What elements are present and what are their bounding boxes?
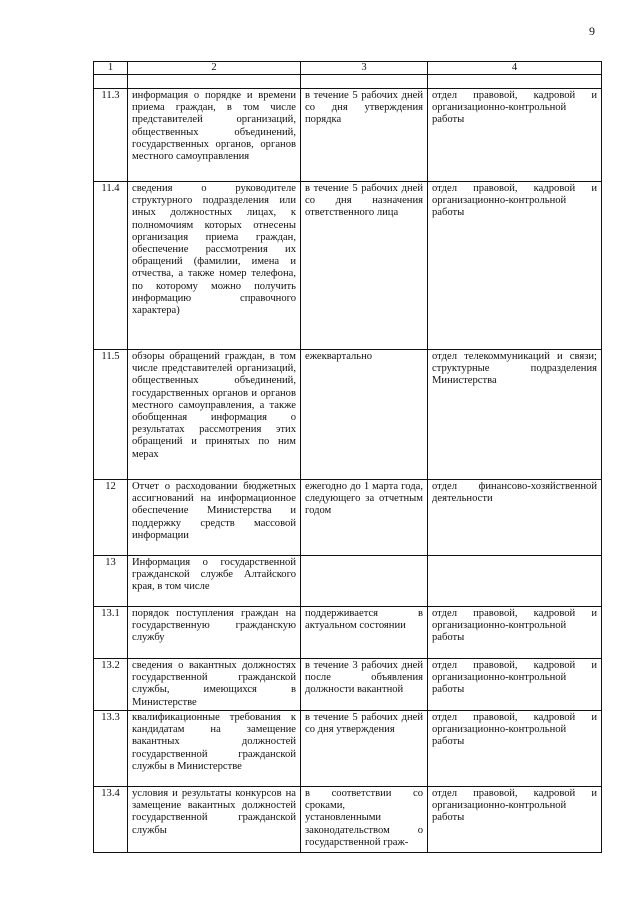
page-number: 9	[589, 24, 595, 38]
item-number: 13.2	[94, 659, 128, 711]
item-description: информация о порядке и времени приема граждан, в том числе представителей организаций, общественных объединений, государственных органов, органов местного самоуправления	[128, 89, 301, 182]
item-number: 11.3	[94, 89, 128, 182]
column-header: 2	[128, 62, 301, 75]
item-description: Отчет о расходовании бюджетных ассигнований на информационное обеспечение Министерства и поддержку средств массовой информации	[128, 480, 301, 556]
table-row	[94, 89, 602, 182]
item-responsible: отдел правовой, кадровой и организационно-контрольной работы	[428, 182, 602, 350]
item-number: 12	[94, 480, 128, 556]
column-header: 4	[428, 62, 602, 75]
item-deadline: в течение 5 рабочих дней со дня утверждения порядка	[301, 89, 428, 182]
item-number: 11.5	[94, 350, 128, 480]
item-responsible: отдел правовой, кадровой и организационно-контрольной работы	[428, 89, 602, 182]
item-number: 13	[94, 556, 128, 607]
column-header: 1	[94, 62, 128, 75]
requirements-table	[93, 61, 602, 853]
item-description: условия и результаты конкурсов на замещение вакантных должностей государственной гражданской службы	[128, 787, 301, 853]
item-deadline: в соответствии со сроками, установленными законодательством о государственной граж-	[301, 787, 428, 853]
item-responsible: отдел правовой, кадровой и организационно-контрольной работы	[428, 659, 602, 711]
item-description: Информация о государственной гражданской службе Алтайского края, в том числе	[128, 556, 301, 607]
item-deadline: в течение 5 рабочих дней со дня назначения ответственного лица	[301, 182, 428, 350]
item-deadline	[301, 556, 428, 607]
item-deadline: поддерживается в актуальном состоянии	[301, 607, 428, 659]
item-deadline: ежегодно до 1 марта года, следующего за отчетным годом	[301, 480, 428, 556]
table-row	[94, 182, 602, 350]
item-description: порядок поступления граждан на государственную гражданскую службу	[128, 607, 301, 659]
table-row	[94, 659, 602, 711]
item-number: 11.4	[94, 182, 128, 350]
table-row	[94, 556, 602, 607]
item-number: 13.4	[94, 787, 128, 853]
table-row	[94, 711, 602, 787]
item-description: квалификационные требования к кандидатам на замещение вакантных должностей государственной гражданской службы в Министерстве	[128, 711, 301, 787]
table-row	[94, 480, 602, 556]
item-deadline: ежеквартально	[301, 350, 428, 480]
item-responsible: отдел финансово-хозяйственной деятельности	[428, 480, 602, 556]
item-responsible: отдел телекоммуникаций и связи; структурные подразделения Министерства	[428, 350, 602, 480]
item-deadline: в течение 3 рабочих дней после объявления должности вакантной	[301, 659, 428, 711]
item-deadline: в течение 5 рабочих дней со дня утверждения	[301, 711, 428, 787]
item-number: 13.1	[94, 607, 128, 659]
table-header-row	[94, 62, 602, 75]
column-header: 3	[301, 62, 428, 75]
table-row	[94, 787, 602, 853]
item-responsible: отдел правовой, кадровой и организационно-контрольной работы	[428, 607, 602, 659]
item-responsible: отдел правовой, кадровой и организационно-контрольной работы	[428, 787, 602, 853]
table-row	[94, 607, 602, 659]
table-row	[94, 350, 602, 480]
item-responsible: отдел правовой, кадровой и организационно-контрольной работы	[428, 711, 602, 787]
item-description: сведения о вакантных должностях государственной гражданской службы, имеющихся в Министерстве	[128, 659, 301, 711]
item-responsible	[428, 556, 602, 607]
table-spacer-row	[94, 75, 602, 89]
item-description: обзоры обращений граждан, в том числе представителей организаций, общественных объединений, государственных органов и органов местного самоуправления, а также обобщенная информация о результатах рассмотрения этих обращений и принятых по ним мерах	[128, 350, 301, 480]
item-number: 13.3	[94, 711, 128, 787]
item-description: сведения о руководителе структурного подразделения или иных должностных лицах, к полномочиям которых отнесены организация приема граждан, обеспечение рассмотрения их обращений (фамилии, имена и отчества, а также номер телефона, по которому можно получить информацию справочного характера)	[128, 182, 301, 350]
